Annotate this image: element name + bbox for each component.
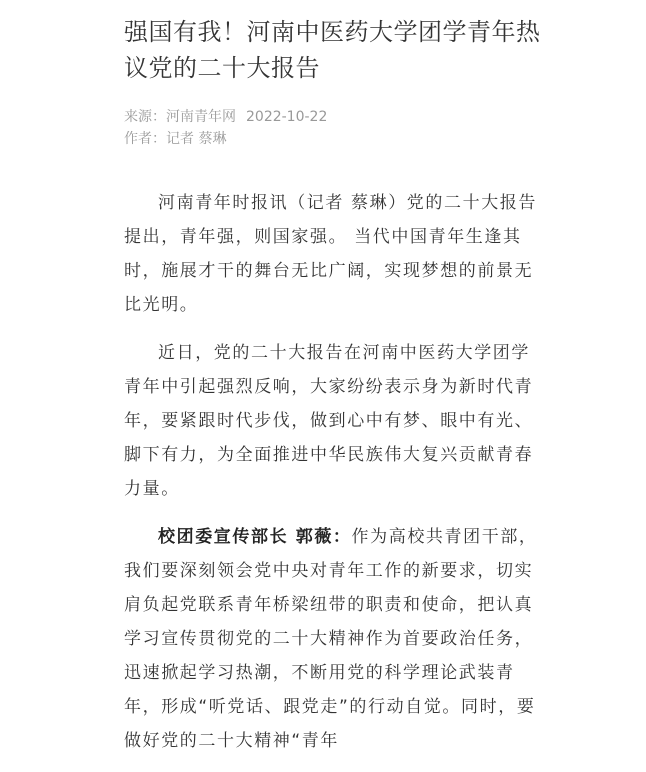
article-meta [124,106,542,150]
paragraph-1: 河南青年时报讯（记者 蔡琳）党的二十大报告提出，青年强，则国家强。 当代中国青年生逢其时，施展才干的舞台无比广阔，实现梦想的前景无比光明。 [124,193,538,315]
author-name: 记者 蔡琳 [166,131,227,147]
author-row [124,128,542,150]
source-label: 来源：河南青年网 [124,109,236,125]
article [124,0,542,772]
paragraph-3: 校团委宣传部长 郭薇：作为高校共青团干部，我们要深刻领会党中央对青年工作的新要求，切实肩负起党联系青年桥梁纽带的职责和使命，把认真学习宣传贯彻党的二十大精神作为首要政治任务，迅速掀起学习热潮，不断用党的科学理论武装青年，形成“听党话、跟党走”的行动自觉。同时，要做好党的二十大精神“青年 [124,527,538,751]
publish-date: 2022-10-22 [246,109,328,125]
author-label: 作者： [124,131,166,147]
source-row [124,106,542,128]
source-name: 河南青年网 [166,109,236,125]
article-body [124,186,542,758]
speaker-lead: 校团委宣传部长 郭薇： [158,527,352,547]
paragraph-2: 近日，党的二十大报告在河南中医药大学团学青年中引起强烈反响，大家纷纷表示身为新时代青年，要紧跟时代步伐，做到心中有梦、眼中有光、脚下有力，为全面推进中华民族伟大复兴贡献青春力量。 [124,343,534,499]
article-title: 强国有我！河南中医药大学团学青年热议党的二十大报告 [124,18,541,82]
